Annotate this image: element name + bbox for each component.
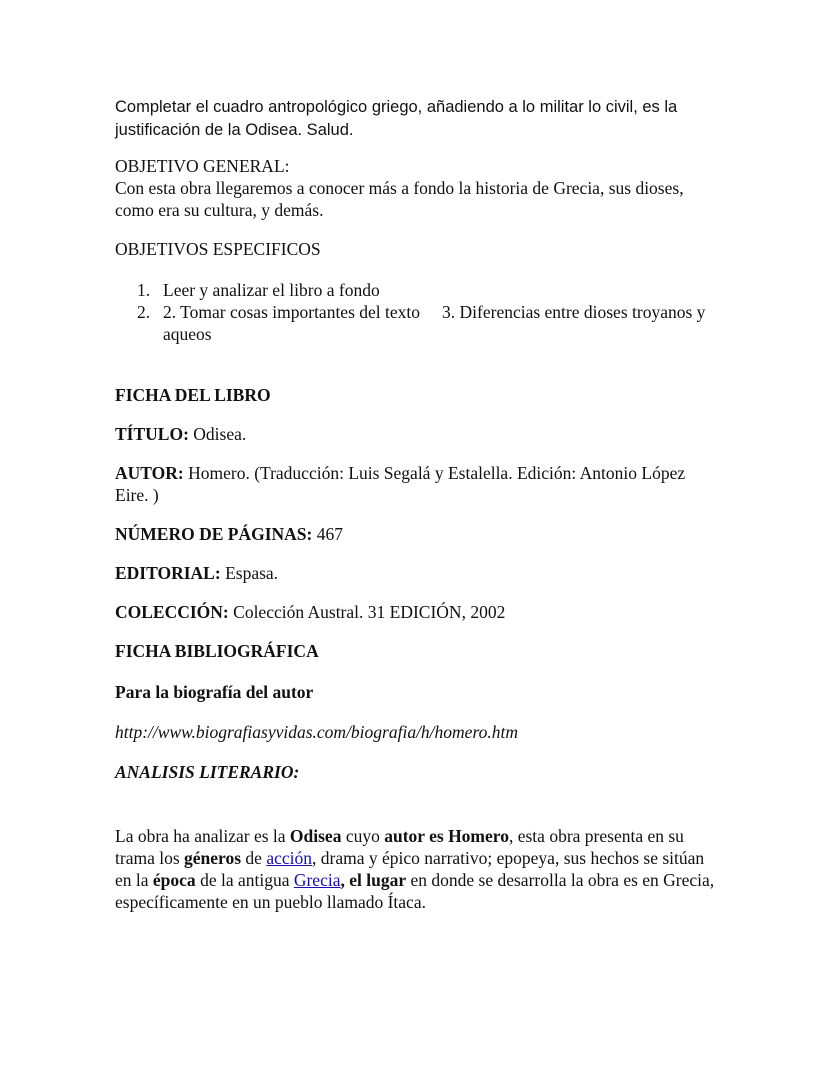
- ficha-libro-heading: FICHA DEL LIBRO: [115, 385, 271, 405]
- bold-run: el lugar: [349, 869, 407, 890]
- analisis-heading: ANALISIS LITERARIO:: [115, 761, 300, 782]
- document-content: [115, 96, 715, 930]
- text-run: cuyo: [341, 825, 385, 846]
- bold-run: época: [152, 869, 196, 890]
- text-run: de: [241, 847, 267, 868]
- biografia-subheading: Para la biografía del autor: [115, 682, 314, 702]
- list-item: [115, 279, 715, 301]
- field-autor: [115, 462, 715, 506]
- list-item: [115, 301, 715, 345]
- objetivos-especificos-list: [115, 279, 715, 345]
- list-number: 1.: [137, 280, 151, 300]
- field-value: Espasa.: [220, 563, 279, 583]
- objetivo-general-heading: OBJETIVO GENERAL:: [115, 156, 290, 176]
- analisis-paragraph: [115, 825, 715, 913]
- bold-run: Odisea: [289, 825, 342, 846]
- text-run: , drama y épico narrativo; epopeya, sus hechos se sitúan en la: [115, 847, 705, 890]
- objetivo-general-text: Con esta obra llegaremos a conocer más a fondo la historia de Grecia, sus dioses, como era su cultura, y demás.: [115, 178, 684, 220]
- field-label: NÚMERO DE PÁGINAS:: [115, 524, 313, 544]
- biografia-url: http://www.biografiasyvidas.com/biografia/h/homero.htm: [115, 721, 518, 742]
- text-run: , esta obra presenta en su trama los: [115, 825, 684, 868]
- objetivo-general-section: [115, 155, 715, 221]
- objetivos-especificos-heading: OBJETIVOS ESPECIFICOS: [115, 239, 321, 259]
- link-grecia[interactable]: Grecia: [293, 869, 341, 890]
- list-item-text: 2. Tomar cosas importantes del texto: [163, 302, 421, 322]
- list-number: 2.: [137, 302, 151, 322]
- field-editorial: [115, 562, 715, 584]
- intro-paragraph: Completar el cuadro antropológico griego, añadiendo a lo militar lo civil, es la justificación de la Odisea. Salud.: [115, 98, 678, 139]
- field-coleccion: [115, 601, 715, 623]
- field-value: Homero. (Traducción: Luis Segalá y Estalella. Edición: Antonio López Eire. ): [115, 463, 686, 505]
- field-label: EDITORIAL:: [115, 563, 221, 583]
- text-run: de la antigua: [195, 869, 294, 890]
- ficha-bibliografica-heading: FICHA BIBLIOGRÁFICA: [115, 641, 319, 661]
- field-label: COLECCIÓN:: [115, 602, 229, 622]
- bold-run: ,: [340, 869, 350, 890]
- field-paginas: [115, 523, 715, 545]
- field-label: TÍTULO:: [115, 424, 189, 444]
- field-value: 467: [312, 524, 343, 544]
- list-item-text: 3. Diferencias entre dioses troyanos y aqueos: [163, 302, 706, 344]
- field-label: AUTOR:: [115, 463, 184, 483]
- bold-run: géneros: [184, 847, 242, 868]
- link-accion[interactable]: acción: [266, 847, 312, 868]
- field-titulo: [115, 423, 715, 445]
- bold-run: autor es Homero: [384, 825, 509, 846]
- field-value: Colección Austral. 31 EDICIÓN, 2002: [228, 602, 506, 622]
- text-run: en donde se desarrolla la obra es en Grecia, específicamente en un pueblo llamado Ítaca.: [115, 869, 715, 912]
- field-value: Odisea.: [188, 424, 247, 444]
- objetivos-especificos-section: [115, 238, 715, 345]
- text-run: La obra ha analizar es la: [115, 825, 290, 846]
- list-item-text: Leer y analizar el libro a fondo: [163, 280, 380, 300]
